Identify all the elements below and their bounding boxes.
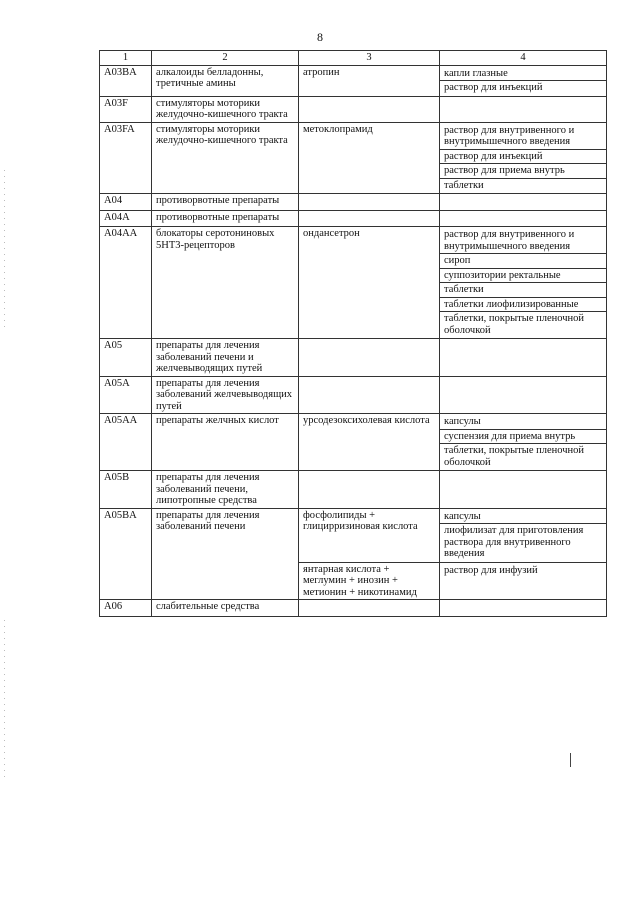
table-row xyxy=(100,414,607,471)
table-body xyxy=(100,65,607,616)
atc-code-cell: A03F xyxy=(100,96,152,122)
dosage-form-item: раствор для внутривенного и внутримышечного введения xyxy=(440,124,606,150)
group-name-cell: алкалоиды белладонны, третичные амины xyxy=(152,65,299,96)
dosage-forms-cell xyxy=(440,508,607,562)
header-cell: 1 xyxy=(100,51,152,66)
group-name-cell: препараты для лечения заболеваний печени xyxy=(152,508,299,600)
dosage-form-item: сироп xyxy=(440,254,606,269)
dosage-forms-cell xyxy=(440,210,607,227)
dosage-forms-cell xyxy=(440,376,607,414)
table-row xyxy=(100,471,607,509)
atc-code-cell: A05 xyxy=(100,339,152,377)
group-name-cell: препараты желчных кислот xyxy=(152,414,299,471)
atc-code-cell: A03BA xyxy=(100,65,152,96)
margin-mark xyxy=(570,753,571,767)
drug-name-cell xyxy=(299,600,440,617)
atc-code-cell: A03FA xyxy=(100,122,152,194)
drug-name-cell xyxy=(299,471,440,509)
dosage-forms-cell xyxy=(440,65,607,96)
dosage-form-item xyxy=(440,340,606,354)
atc-code-cell: A05BA xyxy=(100,508,152,600)
header-cell: 2 xyxy=(152,51,299,66)
dosage-form-item: раствор для приема внутрь xyxy=(440,164,606,179)
dosage-forms-cell xyxy=(440,600,607,617)
dosage-forms-cell xyxy=(440,471,607,509)
table-row xyxy=(100,600,607,617)
dosage-forms-cell xyxy=(440,194,607,211)
dosage-forms-cell xyxy=(440,339,607,377)
dosage-form-item: таблетки, покрытые пленочной оболочкой xyxy=(444,313,585,336)
dosage-form-item: таблетки, покрытые пленочной оболочкой xyxy=(444,445,585,468)
group-name-cell: блокаторы серотониновых 5HT3-рецепторов xyxy=(152,227,299,339)
dosage-form-item xyxy=(440,98,606,112)
group-name-cell: стимуляторы моторики желудочно-кишечного тракта xyxy=(152,122,299,194)
group-name-cell: противорвотные препараты xyxy=(152,194,299,211)
drug-name-cell xyxy=(299,210,440,227)
drug-name-cell: ондансетрон xyxy=(299,227,440,339)
group-name-cell: противорвотные препараты xyxy=(152,210,299,227)
table-row xyxy=(100,96,607,122)
header-cell: 3 xyxy=(299,51,440,66)
atc-code-cell: A05A xyxy=(100,376,152,414)
table-row xyxy=(100,376,607,414)
dosage-form-item xyxy=(440,212,606,226)
group-name-cell: препараты для лечения заболеваний печени и желчевыводящих путей xyxy=(152,339,299,377)
dosage-form-item: раствор для инфузий xyxy=(444,564,538,576)
table-row xyxy=(100,227,607,339)
drug-table xyxy=(99,50,607,617)
drug-name-cell: урсодезоксихолевая кислота xyxy=(299,414,440,471)
drug-name-cell: фосфолипиды + глицирризиновая кислота xyxy=(299,508,440,562)
group-name-cell: слабительные средства xyxy=(152,600,299,617)
scan-margin-dots xyxy=(4,620,5,780)
group-name-cell: препараты для лечения заболеваний печени, липотропные средства xyxy=(152,471,299,509)
dosage-form-item: таблетки лиофилизированные xyxy=(440,298,606,313)
table-row xyxy=(100,210,607,227)
dosage-form-item: раствор для инъекций xyxy=(440,150,606,165)
dosage-form-item: суппозитории ректальные xyxy=(440,269,606,284)
dosage-form-item: капли глазные xyxy=(440,67,606,82)
dosage-form-item: суспензия для приема внутрь xyxy=(440,430,606,445)
drug-name-cell xyxy=(299,194,440,211)
dosage-forms-cell xyxy=(440,562,607,600)
atc-code-cell: A06 xyxy=(100,600,152,617)
table-header-row xyxy=(100,51,607,66)
table-row xyxy=(100,122,607,194)
group-name-cell: стимуляторы моторики желудочно-кишечного тракта xyxy=(152,96,299,122)
dosage-forms-cell xyxy=(440,122,607,194)
page-number: 8 xyxy=(317,30,323,44)
table-row xyxy=(100,339,607,377)
drug-name-cell: атропин xyxy=(299,65,440,96)
dosage-form-item xyxy=(440,601,606,615)
drug-name-cell: янтарная кислота + меглумин + инозин + метионин + никотинамид xyxy=(299,562,440,600)
table-row xyxy=(100,65,607,96)
group-name-cell: препараты для лечения заболеваний желчевыводящих путей xyxy=(152,376,299,414)
dosage-form-item: капсулы xyxy=(440,415,606,430)
atc-code-cell: A04AA xyxy=(100,227,152,339)
drug-name-cell xyxy=(299,376,440,414)
atc-code-cell: A05AA xyxy=(100,414,152,471)
dosage-form-item xyxy=(440,378,606,392)
dosage-form-item: лиофилизат для приготовления раствора для внутривенного введения xyxy=(444,525,584,559)
drug-name-cell xyxy=(299,339,440,377)
dosage-forms-cell xyxy=(440,414,607,471)
dosage-forms-cell xyxy=(440,227,607,339)
atc-code-cell: A05B xyxy=(100,471,152,509)
table-row xyxy=(100,508,607,562)
dosage-form-item: таблетки xyxy=(440,283,606,298)
dosage-form-item xyxy=(440,472,606,486)
table-row xyxy=(100,194,607,211)
dosage-form-item: раствор для инъекций xyxy=(444,82,543,93)
header-cell: 4 xyxy=(440,51,607,66)
dosage-form-item xyxy=(440,195,606,209)
drug-name-cell xyxy=(299,96,440,122)
atc-code-cell: A04A xyxy=(100,210,152,227)
dosage-form-item: капсулы xyxy=(440,510,606,525)
atc-code-cell: A04 xyxy=(100,194,152,211)
drug-name-cell: метоклопрамид xyxy=(299,122,440,194)
dosage-forms-cell xyxy=(440,96,607,122)
dosage-form-item: раствор для внутривенного и внутримышечного введения xyxy=(440,228,606,254)
dosage-form-item: таблетки xyxy=(444,179,484,191)
scan-margin-dots xyxy=(4,170,5,330)
